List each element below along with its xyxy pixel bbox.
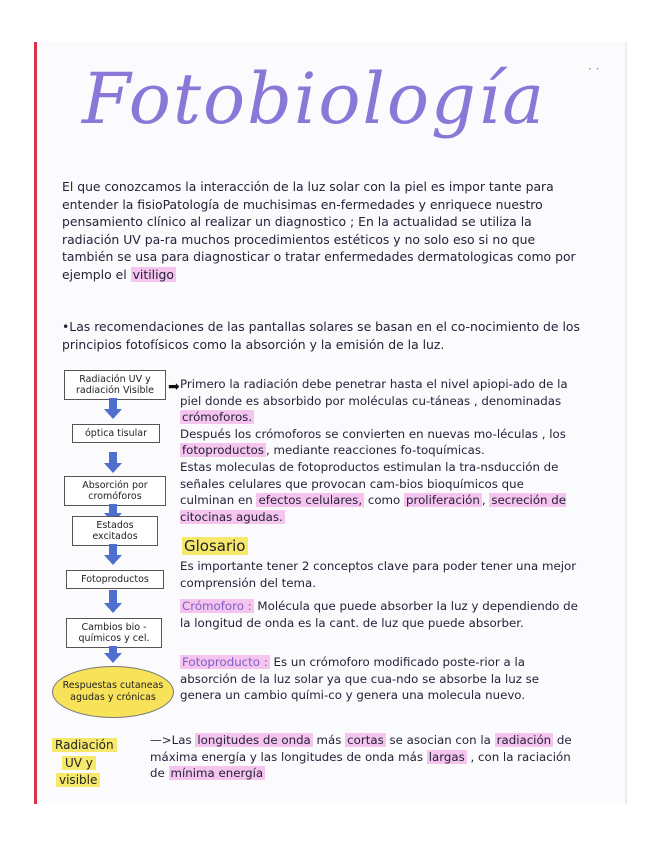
secrecion-highlight: secreción de citocinas agudas. xyxy=(180,493,567,524)
term-fotoproducto: Fotoproducto : xyxy=(182,655,268,669)
glosario-term-1 xyxy=(180,598,580,631)
footer-text-c: se asocian con la xyxy=(385,733,495,747)
down-arrow-icon xyxy=(104,603,122,613)
footer-text-a: —>Las xyxy=(150,733,196,747)
flow-box-absorption: Absorción por cromóforos xyxy=(64,476,166,506)
flow-explanation xyxy=(180,376,580,525)
flow-box-photoproducts: Fotoproductos xyxy=(66,570,164,589)
cromoforos-highlight: crómoforos. xyxy=(182,410,253,425)
definition-fotoproducto: Es un crómoforo modificado poste-rior a la absorción de la luz solar ya que cua-ndo se absorbe la luz se genera un cambio quími-co y genera una molecula nuevo. xyxy=(180,655,540,703)
proliferacion-highlight: proliferación xyxy=(406,493,480,508)
down-arrow-icon xyxy=(104,409,122,419)
page-title: Fotobiología xyxy=(82,58,546,140)
side-label-uv: UV y xyxy=(62,756,96,770)
cortas-highlight: cortas xyxy=(347,733,384,747)
explanation-3c: , xyxy=(481,493,490,508)
footer-text-b: más xyxy=(312,733,346,747)
glosario-heading xyxy=(182,536,248,555)
largas-highlight: largas xyxy=(428,749,465,764)
minima-highlight: mínima energía xyxy=(170,766,264,781)
longitudes-highlight: longitudes de onda xyxy=(197,733,311,747)
glosario-intro: Es importante tener 2 conceptos clave para poder tener una mejor comprensión del tema. xyxy=(180,559,577,590)
glosario-term-2 xyxy=(180,654,580,704)
flow-oval-responses xyxy=(52,666,174,718)
glosario-title: Glosario xyxy=(184,537,246,555)
footer-text-e: , con la raciación de xyxy=(150,749,571,781)
explanation-2b: , mediante reacciones fo-toquímicas. xyxy=(265,443,485,458)
explanation-2: Después los crómoforos se convierten en nuevas mo-léculas , los xyxy=(180,426,566,441)
explanation-3b: como xyxy=(364,493,405,508)
oval-text: Respuestas cutaneas agudas y crónicas xyxy=(62,680,164,703)
footer-note xyxy=(150,732,580,782)
efectos-highlight: efectos celulares, xyxy=(258,493,363,508)
down-arrow-icon xyxy=(104,555,122,565)
footer-text-d: de máxima energía y las longitudes de onda más xyxy=(150,733,572,764)
radiacion-highlight: radiación xyxy=(496,733,552,747)
down-arrow-icon xyxy=(104,463,122,473)
arrow-stem xyxy=(109,590,117,604)
explanation-3: Estas moleculas de fotoproductos estimulan la tra-nsducción de señales celulares que provocan cam-bios bioquímicos que culminan en xyxy=(180,459,559,508)
intro-paragraph xyxy=(62,178,580,283)
explanation-1: Primero la radiación debe penetrar hasta el nivel apiopi-ado de la piel donde es absorbido por moléculas cu-táneas , denominadas xyxy=(180,377,568,408)
side-label-visible: visible xyxy=(56,773,100,787)
corner-mark: · · xyxy=(588,62,600,76)
right-arrow-icon: ➡ xyxy=(168,379,180,395)
term-cromoforo: Crómoforo : xyxy=(182,599,252,613)
flow-box-radiation: Radiación UV y radiación Visible xyxy=(64,370,166,400)
definition-cromoforo: Molécula que puede absorber la luz y dependiendo de la longitud de onda es la cant. de luz que puede absorber. xyxy=(180,599,578,630)
flow-box-biochem: Cambios bio - químicos y cel. xyxy=(66,618,162,648)
flow-box-excited: Estados excitados xyxy=(72,516,158,546)
fotoproductos-highlight: fotoproductos xyxy=(182,443,264,458)
intro-bullet: •Las recomendaciones de las pantallas solares se basan en el co-nocimiento de los principios fotofísicos como la absorción y la emisión de la luz. xyxy=(62,319,580,352)
flow-box-optics: óptica tisular xyxy=(72,424,160,443)
down-arrow-icon xyxy=(104,653,122,663)
side-label-radiacion: Radiación xyxy=(52,738,117,752)
vitiligo-highlight: vitiligo xyxy=(132,266,175,282)
intro-text: El que conozcamos la interacción de la luz solar con la piel es impor tante para entender la fisioPatología de muchisimas en-fermedades y enriquece nuestro pensamiento clínico al realizar un diagnostico ; En la actualidad se utiliza la radiación UV pa-ra muchos procedimientos estéticos y no solo eso si no que también se usa para diagnosticar o tratar enfermedades dermatologicas como por ejemplo el xyxy=(62,179,576,282)
